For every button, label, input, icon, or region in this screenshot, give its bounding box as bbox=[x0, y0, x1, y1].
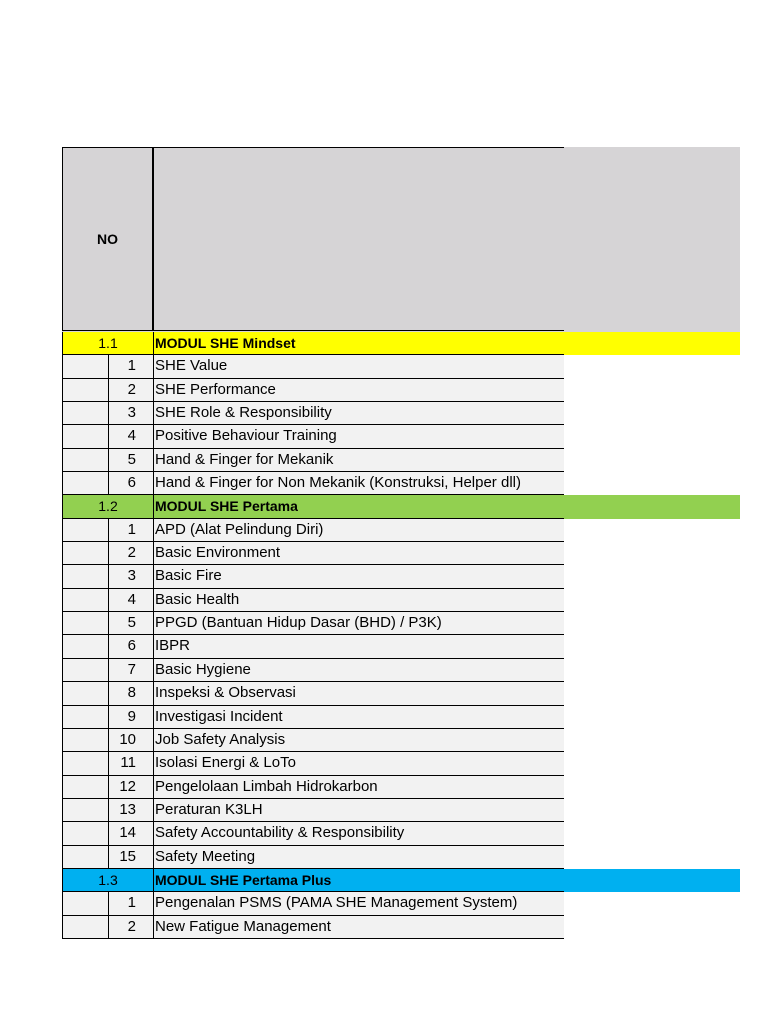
item-number-cell[interactable]: 12 bbox=[109, 776, 154, 799]
item-name-cell[interactable]: Basic Environment bbox=[154, 542, 564, 565]
item-number-cell[interactable]: 2 bbox=[109, 916, 154, 939]
table-row bbox=[62, 402, 740, 425]
table-row bbox=[62, 635, 740, 658]
item-number-cell[interactable]: 7 bbox=[109, 659, 154, 682]
blank-cell[interactable] bbox=[62, 635, 109, 658]
item-number-cell[interactable]: 11 bbox=[109, 752, 154, 775]
blank-cell[interactable] bbox=[62, 355, 109, 378]
item-name-cell[interactable]: Investigasi Incident bbox=[154, 706, 564, 729]
item-name-cell[interactable]: Job Safety Analysis bbox=[154, 729, 564, 752]
blank-cell[interactable] bbox=[62, 612, 109, 635]
item-number-cell[interactable]: 8 bbox=[109, 682, 154, 705]
table-row bbox=[62, 729, 740, 752]
blank-cell[interactable] bbox=[62, 916, 109, 939]
table-row bbox=[62, 542, 740, 565]
blank-cell[interactable] bbox=[62, 729, 109, 752]
blank-cell[interactable] bbox=[62, 659, 109, 682]
table-row bbox=[62, 799, 740, 822]
blank-cell[interactable] bbox=[62, 776, 109, 799]
table-body bbox=[62, 332, 740, 939]
table-row bbox=[62, 589, 740, 612]
table-row bbox=[62, 822, 740, 845]
table-row bbox=[62, 706, 740, 729]
table-row bbox=[62, 682, 740, 705]
item-name-cell[interactable]: Safety Meeting bbox=[154, 846, 564, 869]
item-number-cell[interactable]: 5 bbox=[109, 612, 154, 635]
section-number-cell[interactable]: 1.3 bbox=[62, 869, 154, 892]
item-name-cell[interactable]: Peraturan K3LH bbox=[154, 799, 564, 822]
item-number-cell[interactable]: 1 bbox=[109, 519, 154, 542]
header-row bbox=[62, 147, 740, 332]
item-name-cell[interactable]: PPGD (Bantuan Hidup Dasar (BHD) / P3K) bbox=[154, 612, 564, 635]
item-name-cell[interactable]: Hand & Finger for Mekanik bbox=[154, 449, 564, 472]
blank-cell[interactable] bbox=[62, 752, 109, 775]
item-name-cell[interactable]: Positive Behaviour Training bbox=[154, 425, 564, 448]
item-number-cell[interactable]: 3 bbox=[109, 565, 154, 588]
blank-cell[interactable] bbox=[62, 706, 109, 729]
item-name-cell[interactable]: SHE Role & Responsibility bbox=[154, 402, 564, 425]
item-number-cell[interactable]: 1 bbox=[109, 355, 154, 378]
blank-cell[interactable] bbox=[62, 472, 109, 495]
blank-cell[interactable] bbox=[62, 846, 109, 869]
table-row bbox=[62, 379, 740, 402]
table-row bbox=[62, 916, 740, 939]
item-name-cell[interactable]: Hand & Finger for Non Mekanik (Konstruksi, Helper dll) bbox=[154, 472, 564, 495]
item-number-cell[interactable]: 5 bbox=[109, 449, 154, 472]
item-number-cell[interactable]: 4 bbox=[109, 425, 154, 448]
section-number-cell[interactable]: 1.2 bbox=[62, 495, 154, 518]
item-name-cell[interactable]: Safety Accountability & Responsibility bbox=[154, 822, 564, 845]
item-number-cell[interactable]: 6 bbox=[109, 635, 154, 658]
item-number-cell[interactable]: 1 bbox=[109, 892, 154, 915]
table-row bbox=[62, 355, 740, 378]
table-row bbox=[62, 519, 740, 542]
blank-cell[interactable] bbox=[62, 379, 109, 402]
header-no-cell[interactable] bbox=[62, 147, 153, 331]
blank-cell[interactable] bbox=[62, 799, 109, 822]
item-number-cell[interactable]: 10 bbox=[109, 729, 154, 752]
blank-cell[interactable] bbox=[62, 589, 109, 612]
section-row bbox=[62, 332, 740, 355]
item-name-cell[interactable]: APD (Alat Pelindung Diri) bbox=[154, 519, 564, 542]
item-number-cell[interactable]: 14 bbox=[109, 822, 154, 845]
table-row bbox=[62, 846, 740, 869]
section-row bbox=[62, 869, 740, 892]
item-name-cell[interactable]: New Fatigue Management bbox=[154, 916, 564, 939]
item-name-cell[interactable]: Basic Hygiene bbox=[154, 659, 564, 682]
table-row bbox=[62, 752, 740, 775]
item-number-cell[interactable]: 13 bbox=[109, 799, 154, 822]
table-row bbox=[62, 776, 740, 799]
blank-cell[interactable] bbox=[62, 892, 109, 915]
item-name-cell[interactable]: Pengelolaan Limbah Hidrokarbon bbox=[154, 776, 564, 799]
item-number-cell[interactable]: 2 bbox=[109, 379, 154, 402]
item-number-cell[interactable]: 6 bbox=[109, 472, 154, 495]
item-name-cell[interactable]: Inspeksi & Observasi bbox=[154, 682, 564, 705]
item-number-cell[interactable]: 4 bbox=[109, 589, 154, 612]
item-number-cell[interactable]: 15 bbox=[109, 846, 154, 869]
header-title-cell[interactable] bbox=[153, 147, 564, 331]
section-title-cell[interactable]: MODUL SHE Pertama bbox=[154, 495, 564, 518]
header-no-label: NO bbox=[97, 231, 118, 247]
blank-cell[interactable] bbox=[62, 402, 109, 425]
blank-cell[interactable] bbox=[62, 519, 109, 542]
table-row bbox=[62, 565, 740, 588]
blank-cell[interactable] bbox=[62, 822, 109, 845]
table-row bbox=[62, 892, 740, 915]
table-row bbox=[62, 659, 740, 682]
item-name-cell[interactable]: SHE Value bbox=[154, 355, 564, 378]
spreadsheet-table bbox=[62, 147, 740, 939]
item-name-cell[interactable]: SHE Performance bbox=[154, 379, 564, 402]
blank-cell[interactable] bbox=[62, 449, 109, 472]
table-row bbox=[62, 425, 740, 448]
blank-cell[interactable] bbox=[62, 565, 109, 588]
blank-cell[interactable] bbox=[62, 425, 109, 448]
item-name-cell[interactable]: IBPR bbox=[154, 635, 564, 658]
item-number-cell[interactable]: 9 bbox=[109, 706, 154, 729]
table-row bbox=[62, 449, 740, 472]
section-title-cell[interactable]: MODUL SHE Mindset bbox=[154, 332, 564, 355]
blank-cell[interactable] bbox=[62, 682, 109, 705]
section-title-cell[interactable]: MODUL SHE Pertama Plus bbox=[154, 869, 564, 892]
item-name-cell[interactable]: Basic Health bbox=[154, 589, 564, 612]
item-number-cell[interactable]: 2 bbox=[109, 542, 154, 565]
table-row bbox=[62, 472, 740, 495]
section-row bbox=[62, 495, 740, 518]
blank-cell[interactable] bbox=[62, 542, 109, 565]
item-name-cell[interactable]: Basic Fire bbox=[154, 565, 564, 588]
section-number-cell[interactable]: 1.1 bbox=[62, 332, 154, 355]
table-row bbox=[62, 612, 740, 635]
item-name-cell[interactable]: Isolasi Energi & LoTo bbox=[154, 752, 564, 775]
item-name-cell[interactable]: Pengenalan PSMS (PAMA SHE Management System) bbox=[154, 892, 564, 915]
item-number-cell[interactable]: 3 bbox=[109, 402, 154, 425]
